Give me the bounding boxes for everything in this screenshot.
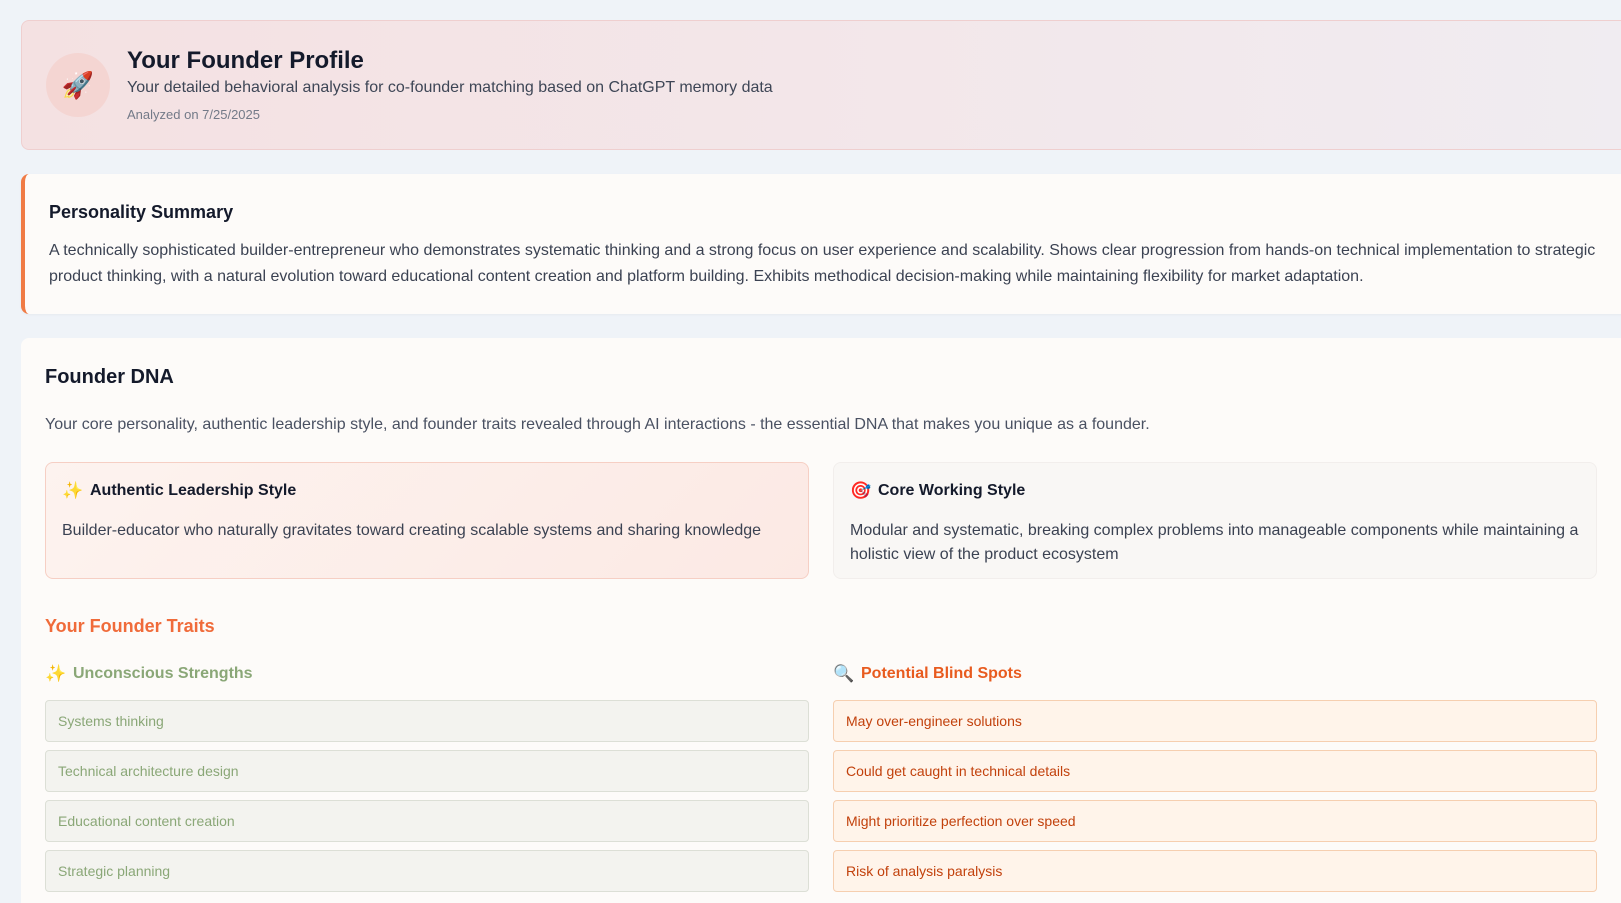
founder-traits-title: Your Founder Traits: [45, 616, 215, 636]
personality-summary-card: [21, 174, 1621, 314]
leadership-style-title: Authentic Leadership Style: [90, 482, 297, 499]
blind-spots-list: [833, 700, 1597, 900]
page-title: Your Founder Profile: [127, 47, 364, 74]
blind-spot-item: Could get caught in technical details: [833, 750, 1597, 792]
strengths-heading: [45, 664, 253, 684]
founder-dna-description: Your core personality, authentic leadership style, and founder traits revealed through AI interactions - the essential DNA that makes you unique as a founder.: [45, 416, 1150, 433]
working-style-text: Modular and systematic, breaking complex problems into manageable components while maintaining a holistic view of the product ecosystem: [850, 522, 1579, 563]
analyzed-date: Analyzed on 7/25/2025: [127, 107, 260, 122]
leadership-style-text: Builder-educator who naturally gravitates toward creating scalable systems and sharing knowledge: [62, 522, 762, 539]
blind-spots-heading: [833, 664, 1022, 684]
leadership-style-box: [45, 462, 809, 579]
strengths-list: [45, 700, 809, 900]
strength-item: Systems thinking: [45, 700, 809, 742]
sparkles-icon: ✨: [62, 481, 84, 500]
rocket-icon-glyph: 🚀: [61, 69, 95, 100]
founder-dna-card: [21, 338, 1621, 903]
personality-summary-title: Personality Summary: [49, 202, 234, 222]
page-subtitle: Your detailed behavioral analysis for co-founder matching based on ChatGPT memory data: [127, 79, 773, 96]
strength-item: Strategic planning: [45, 850, 809, 892]
target-icon: 🎯: [850, 481, 872, 500]
strength-item: Technical architecture design: [45, 750, 809, 792]
magnifier-icon: 🔍: [833, 664, 855, 683]
founder-dna-title: Founder DNA: [45, 366, 174, 388]
blind-spot-item: May over-engineer solutions: [833, 700, 1597, 742]
strength-item: Educational content creation: [45, 800, 809, 842]
working-style-title: Core Working Style: [878, 482, 1026, 499]
blind-spot-item: Risk of analysis paralysis: [833, 850, 1597, 892]
profile-header: [21, 20, 1621, 150]
blind-spots-title: Potential Blind Spots: [861, 665, 1022, 682]
rocket-icon: [46, 53, 110, 117]
blind-spot-item: Might prioritize perfection over speed: [833, 800, 1597, 842]
sparkles-icon: ✨: [45, 664, 67, 683]
working-style-box: [833, 462, 1597, 579]
personality-summary-text: A technically sophisticated builder-entrepreneur who demonstrates systematic thinking and a strong focus on user experience and scalability. Shows clear progression from hands-on technical implementation to strategic product thinking, with a natural evolution toward educational content creation and platform building. Exhibits methodical decision-making while maintaining flexibility for market adaptation.: [49, 242, 1596, 285]
strengths-title: Unconscious Strengths: [73, 665, 253, 682]
